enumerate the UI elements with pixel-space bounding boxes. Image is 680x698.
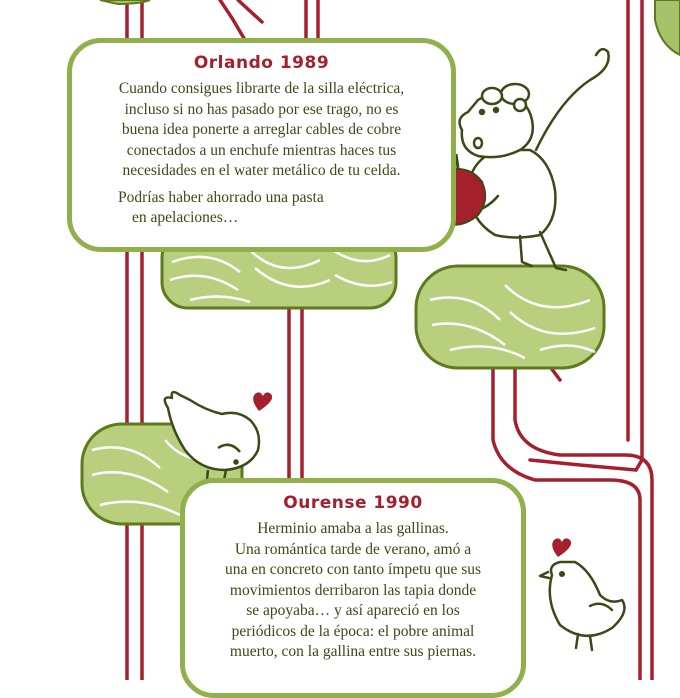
story-line: incluso si no has pasado por ese trago, no es [124,100,399,118]
monkey-holding-plug-icon [458,49,609,270]
heart-icon [253,392,272,411]
story-line: necesidades en el water metálico de tu celda. [122,162,401,179]
story-bubble-orlando [67,38,456,252]
heart-icon [552,538,571,557]
story-line: Una romántica tarde de verano, amó a [234,540,472,558]
foliage-ball [416,266,604,368]
story-line: Cuando consigues librarte de la silla eléctrica, [118,80,405,97]
story-line: una en concreto con tanto ímpetu que sus [224,561,482,578]
story-line: Herminio amaba a las gallinas. [257,520,449,537]
story-closing-line: en apelaciones… [132,209,239,226]
story-bubble-ourense [180,478,526,698]
story-line: se apoyaba… y así apareció en los [246,602,460,619]
story-title: Ourense 1990 [283,493,423,513]
story-line: periódicos de la época: el pobre animal [231,622,475,640]
leaf [655,0,680,55]
story-line: conectados a un enchufe mientras haces tus [126,141,397,159]
story-closing-line: Podrías haber ahorrado una pasta [118,188,324,206]
bird-icon [540,562,624,650]
story-line: muerto, con la gallina entre sus piernas. [229,643,477,660]
story-line: buena idea ponerte a arreglar cables de cobre [121,121,402,138]
story-title: Orlando 1989 [193,53,330,73]
story-line: movimientos derribaron las tapia donde [229,581,477,599]
